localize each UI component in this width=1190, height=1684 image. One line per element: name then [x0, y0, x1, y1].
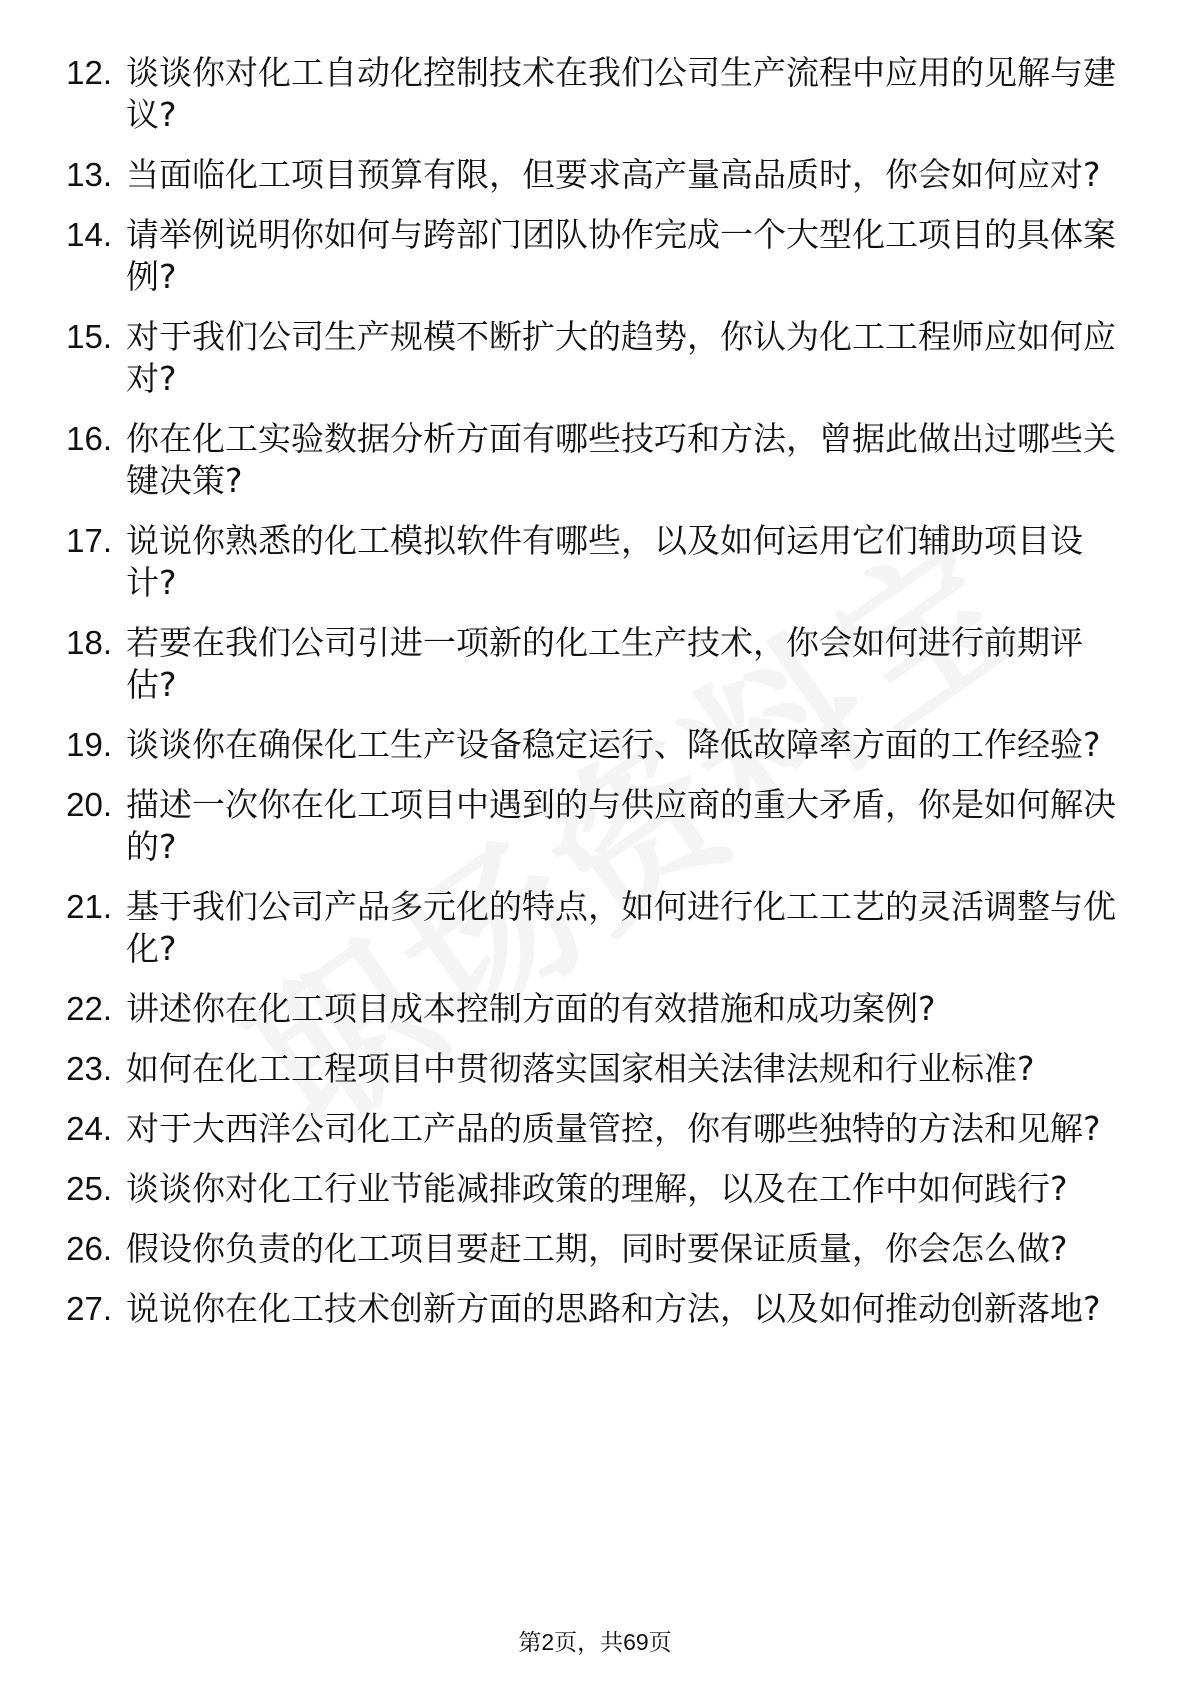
question-number: 21. [66, 888, 112, 925]
question-text: 描述一次你在化工项目中遇到的与供应商的重大矛盾，你是如何解决的? [126, 785, 1116, 866]
question-item [56, 988, 1116, 1030]
question-text: 如何在化工工程项目中贯彻落实国家相关法律法规和行业标准? [126, 1049, 1035, 1088]
question-number: 22. [66, 990, 112, 1027]
question-text: 说说你熟悉的化工模拟软件有哪些，以及如何运用它们辅助项目设计? [126, 521, 1083, 602]
question-item [56, 1228, 1116, 1270]
question-number: 24. [66, 1110, 112, 1147]
question-number: 19. [66, 726, 112, 763]
page-footer [0, 1624, 1190, 1657]
question-text: 谈谈你在确保化工生产设备稳定运行、降低故障率方面的工作经验? [126, 725, 1101, 764]
question-number: 13. [66, 156, 112, 193]
question-text: 基于我们公司产品多元化的特点，如何进行化工工艺的灵活调整与优化? [126, 887, 1116, 968]
question-number: 20. [66, 786, 112, 823]
question-number: 23. [66, 1050, 112, 1087]
question-number: 15. [66, 318, 112, 355]
question-item [56, 154, 1116, 196]
question-text: 你在化工实验数据分析方面有哪些技巧和方法，曾据此做出过哪些关键决策? [126, 419, 1116, 500]
question-item [56, 1048, 1116, 1090]
question-list [56, 52, 1116, 1348]
question-item [56, 520, 1116, 604]
question-item [56, 886, 1116, 970]
question-text: 对于我们公司生产规模不断扩大的趋势，你认为化工工程师应如何应对? [126, 317, 1116, 398]
question-item [56, 316, 1116, 400]
question-item [56, 1288, 1116, 1330]
question-text: 讲述你在化工项目成本控制方面的有效措施和成功案例? [126, 989, 936, 1028]
page-number-label: 第2页，共69页 [518, 1629, 672, 1655]
question-text: 当面临化工项目预算有限，但要求高产量高品质时，你会如何应对? [126, 155, 1101, 194]
question-number: 27. [66, 1290, 112, 1327]
question-number: 16. [66, 420, 112, 457]
question-item [56, 214, 1116, 298]
question-text: 谈谈你对化工行业节能减排政策的理解，以及在工作中如何践行? [126, 1169, 1068, 1208]
question-number: 12. [66, 54, 112, 91]
question-text: 请举例说明你如何与跨部门团队协作完成一个大型化工项目的具体案例? [126, 215, 1116, 296]
question-text: 对于大西洋公司化工产品的质量管控，你有哪些独特的方法和见解? [126, 1109, 1101, 1148]
question-number: 25. [66, 1170, 112, 1207]
question-number: 18. [66, 624, 112, 661]
question-item [56, 1108, 1116, 1150]
question-item [56, 418, 1116, 502]
question-item [56, 622, 1116, 706]
question-item [56, 784, 1116, 868]
question-number: 14. [66, 216, 112, 253]
question-item [56, 52, 1116, 136]
question-text: 假设你负责的化工项目要赶工期，同时要保证质量，你会怎么做? [126, 1229, 1068, 1268]
question-number: 17. [66, 522, 112, 559]
question-number: 26. [66, 1230, 112, 1267]
question-text: 若要在我们公司引进一项新的化工生产技术，你会如何进行前期评估? [126, 623, 1083, 704]
question-item [56, 1168, 1116, 1210]
question-text: 说说你在化工技术创新方面的思路和方法，以及如何推动创新落地? [126, 1289, 1101, 1328]
question-item [56, 724, 1116, 766]
question-text: 谈谈你对化工自动化控制技术在我们公司生产流程中应用的见解与建议? [126, 53, 1116, 134]
